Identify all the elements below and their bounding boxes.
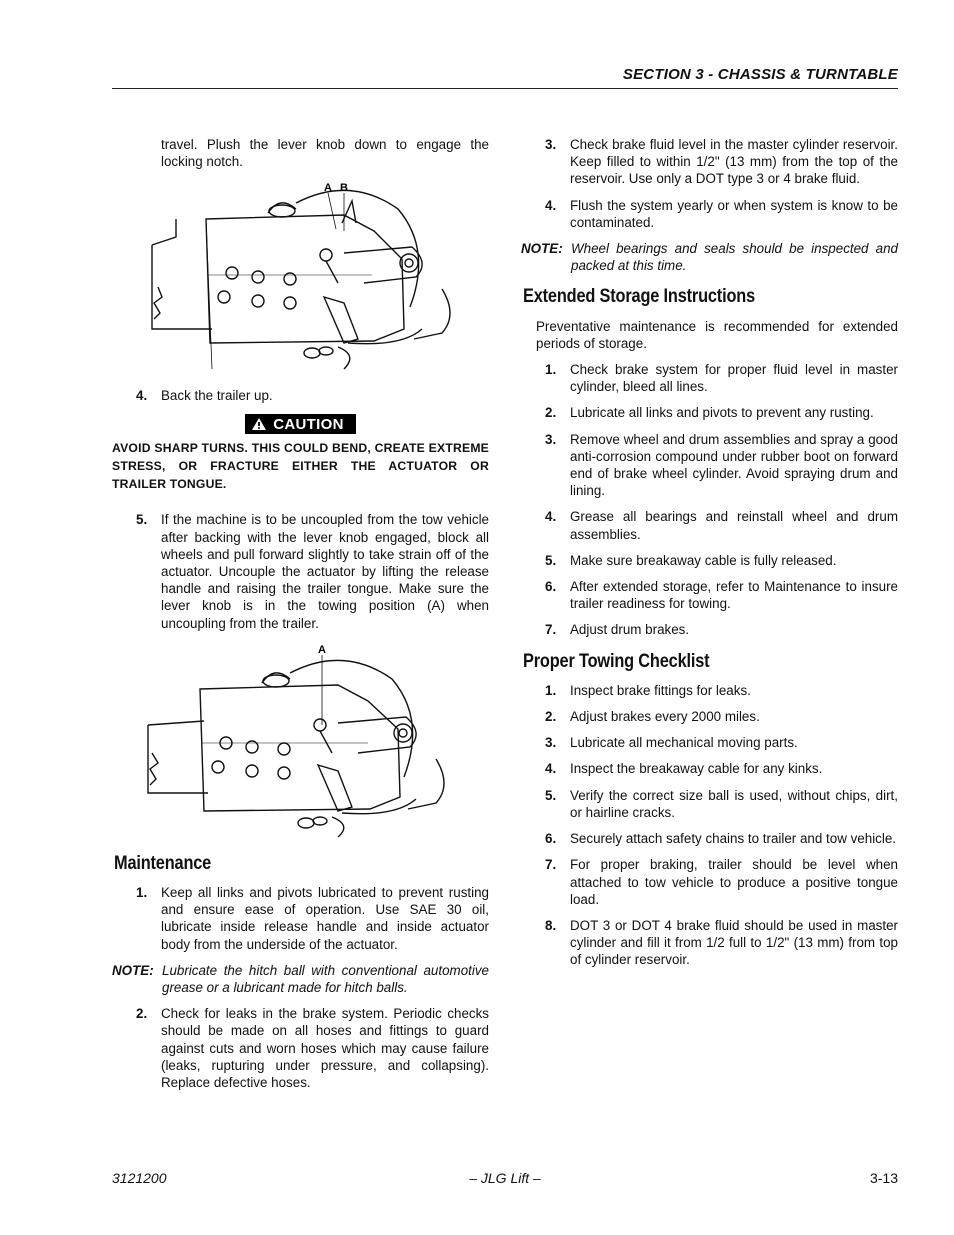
list-item xyxy=(521,621,898,638)
figure1-label-a: A xyxy=(324,182,332,195)
towing-list xyxy=(521,682,898,969)
storage-item-number: 6. xyxy=(545,579,557,595)
caution-text: AVOID SHARP TURNS. THIS COULD BEND, CREATE EXTREME STRESS, OR FRACTURE EITHER THE ACTUATOR OR TRAILER TONGUE. xyxy=(112,441,489,492)
step-5-uncoupling: 5. If the machine is to be uncoupled from the tow vehicle after backing with the lever knob engaged, block all wheels and pull forward slightly to take strain off of the actuator. Uncouple the actuator by lifting the release handle and raising the trailer tongue. Make sure the lever knob is in the towing position (A) when uncoupling from the trailer. xyxy=(136,512,489,631)
actuator-illustration-ab xyxy=(112,179,489,377)
actuator-illustration-a xyxy=(112,641,489,841)
list-item xyxy=(521,830,898,847)
extended-storage-heading: Extended Storage Instructions xyxy=(523,286,755,308)
actuator-figure-1 xyxy=(112,179,489,377)
storage-item-number: 7. xyxy=(545,622,557,638)
storage-item-number: 2. xyxy=(545,405,557,421)
towing-item-text: Inspect the breakaway cable for any kinks. xyxy=(570,761,823,777)
towing-item-number: 7. xyxy=(545,857,557,873)
list-item xyxy=(521,708,898,725)
towing-item-number: 2. xyxy=(545,709,557,725)
towing-item-number: 3. xyxy=(545,735,557,751)
storage-item-text: After extended storage, refer to Maintenance to insure trailer readiness for towing. xyxy=(570,579,898,612)
storage-item-text: Lubricate all links and pivots to prevent any rusting. xyxy=(570,405,874,421)
storage-item-number: 3. xyxy=(545,431,557,447)
list-item xyxy=(521,787,898,821)
maintenance-note: NOTE: Lubricate the hitch ball with conventional automotive grease or a lubricant made for hitch balls. xyxy=(112,962,489,996)
list-item xyxy=(521,508,898,542)
brand-text: – JLG Lift – xyxy=(469,1170,541,1186)
storage-item-text: Check brake system for proper fluid level in master cylinder, bleed all lines. xyxy=(570,362,898,395)
maintenance-heading: Maintenance xyxy=(114,852,212,874)
doc-number: 3121200 xyxy=(112,1170,167,1186)
storage-item-text: Grease all bearings and reinstall wheel and drum assemblies. xyxy=(570,509,898,542)
towing-item-text: Verify the correct size ball is used, without chips, dirt, or hairline cracks. xyxy=(570,787,898,820)
page-number: 3-13 xyxy=(869,1170,898,1186)
caution-badge: CAUTION xyxy=(245,414,355,434)
maintenance-step-1: 1. Keep all links and pivots lubricated to prevent rusting and ensure ease of operation. Use SAE 30 oil, lubricate inside release handle and inside actuator body from the underside of the actuator. xyxy=(136,885,489,952)
figure1-label-b: B xyxy=(340,182,348,195)
list-item xyxy=(521,856,898,908)
list-item xyxy=(521,760,898,777)
list-item xyxy=(521,404,898,421)
towing-item-text: Adjust brakes every 2000 miles. xyxy=(570,709,760,725)
towing-item-number: 8. xyxy=(545,917,557,933)
page-header xyxy=(112,66,898,89)
storage-item-number: 1. xyxy=(545,362,557,378)
storage-item-text: Make sure breakaway cable is fully released. xyxy=(570,552,837,568)
list-item xyxy=(521,578,898,612)
towing-item-text: Inspect brake fittings for leaks. xyxy=(570,682,751,698)
caution-banner xyxy=(112,414,489,436)
figure2-label-a: A xyxy=(318,643,326,656)
maintenance-step-2: 2. Check for leaks in the brake system. Periodic checks should be made on all hoses and fittings to guard against cuts and worn hoses which may cause failure (leaks, rupturing under pressure, and collapsing). Replace defective hoses. xyxy=(136,1006,489,1091)
intro-paragraph: travel. Plush the lever knob down to engage the locking notch. xyxy=(161,137,489,170)
bearings-note: NOTE: Wheel bearings and seals should be inspected and packed at this time. xyxy=(521,241,898,274)
storage-item-text: Remove wheel and drum assemblies and spray a good anti-corrosion compound under rubber boot on forward end of brake wheel cylinder. Avoid spraying drum and lining. xyxy=(570,431,898,499)
left-column xyxy=(112,136,489,1100)
page-footer xyxy=(112,1170,898,1190)
towing-item-number: 1. xyxy=(545,682,557,698)
list-item xyxy=(521,552,898,569)
towing-checklist-heading: Proper Towing Checklist xyxy=(523,650,710,672)
towing-item-number: 4. xyxy=(545,761,557,777)
right-column xyxy=(521,136,898,978)
list-item xyxy=(521,431,898,500)
maintenance-step-4: 4. Flush the system yearly or when system is know to be contaminated. xyxy=(545,197,898,230)
list-item xyxy=(521,917,898,969)
section-title: SECTION 3 - CHASSIS & TURNTABLE xyxy=(622,66,898,83)
towing-item-number: 6. xyxy=(545,831,557,847)
towing-item-text: For proper braking, trailer should be level when attached to tow vehicle to produce a positive tongue load. xyxy=(570,857,898,907)
towing-item-number: 5. xyxy=(545,787,557,803)
storage-list xyxy=(521,361,898,639)
storage-item-number: 5. xyxy=(545,552,557,568)
actuator-figure-2 xyxy=(112,641,489,841)
step-4-back-trailer: 4. Back the trailer up. xyxy=(136,388,273,404)
storage-intro: Preventative maintenance is recommended for extended periods of storage. xyxy=(536,318,898,351)
list-item xyxy=(521,361,898,395)
list-item xyxy=(521,682,898,699)
maintenance-step-3: 3. Check brake fluid level in the master cylinder reservoir. Keep filled to within 1/2" (13 mm) from the top of the reservoir. Use only a DOT type 3 or 4 brake fluid. xyxy=(545,137,898,187)
towing-item-text: Lubricate all mechanical moving parts. xyxy=(570,735,798,751)
warning-triangle-icon xyxy=(251,417,267,431)
list-item xyxy=(521,734,898,751)
storage-item-text: Adjust drum brakes. xyxy=(570,622,690,638)
towing-item-text: DOT 3 or DOT 4 brake fluid should be used in master cylinder and fill it from 1/2 full to 1/2" (13 mm) from top of cylinder reservoir. xyxy=(570,917,898,968)
storage-item-number: 4. xyxy=(545,509,557,525)
towing-item-text: Securely attach safety chains to trailer and tow vehicle. xyxy=(570,831,897,847)
